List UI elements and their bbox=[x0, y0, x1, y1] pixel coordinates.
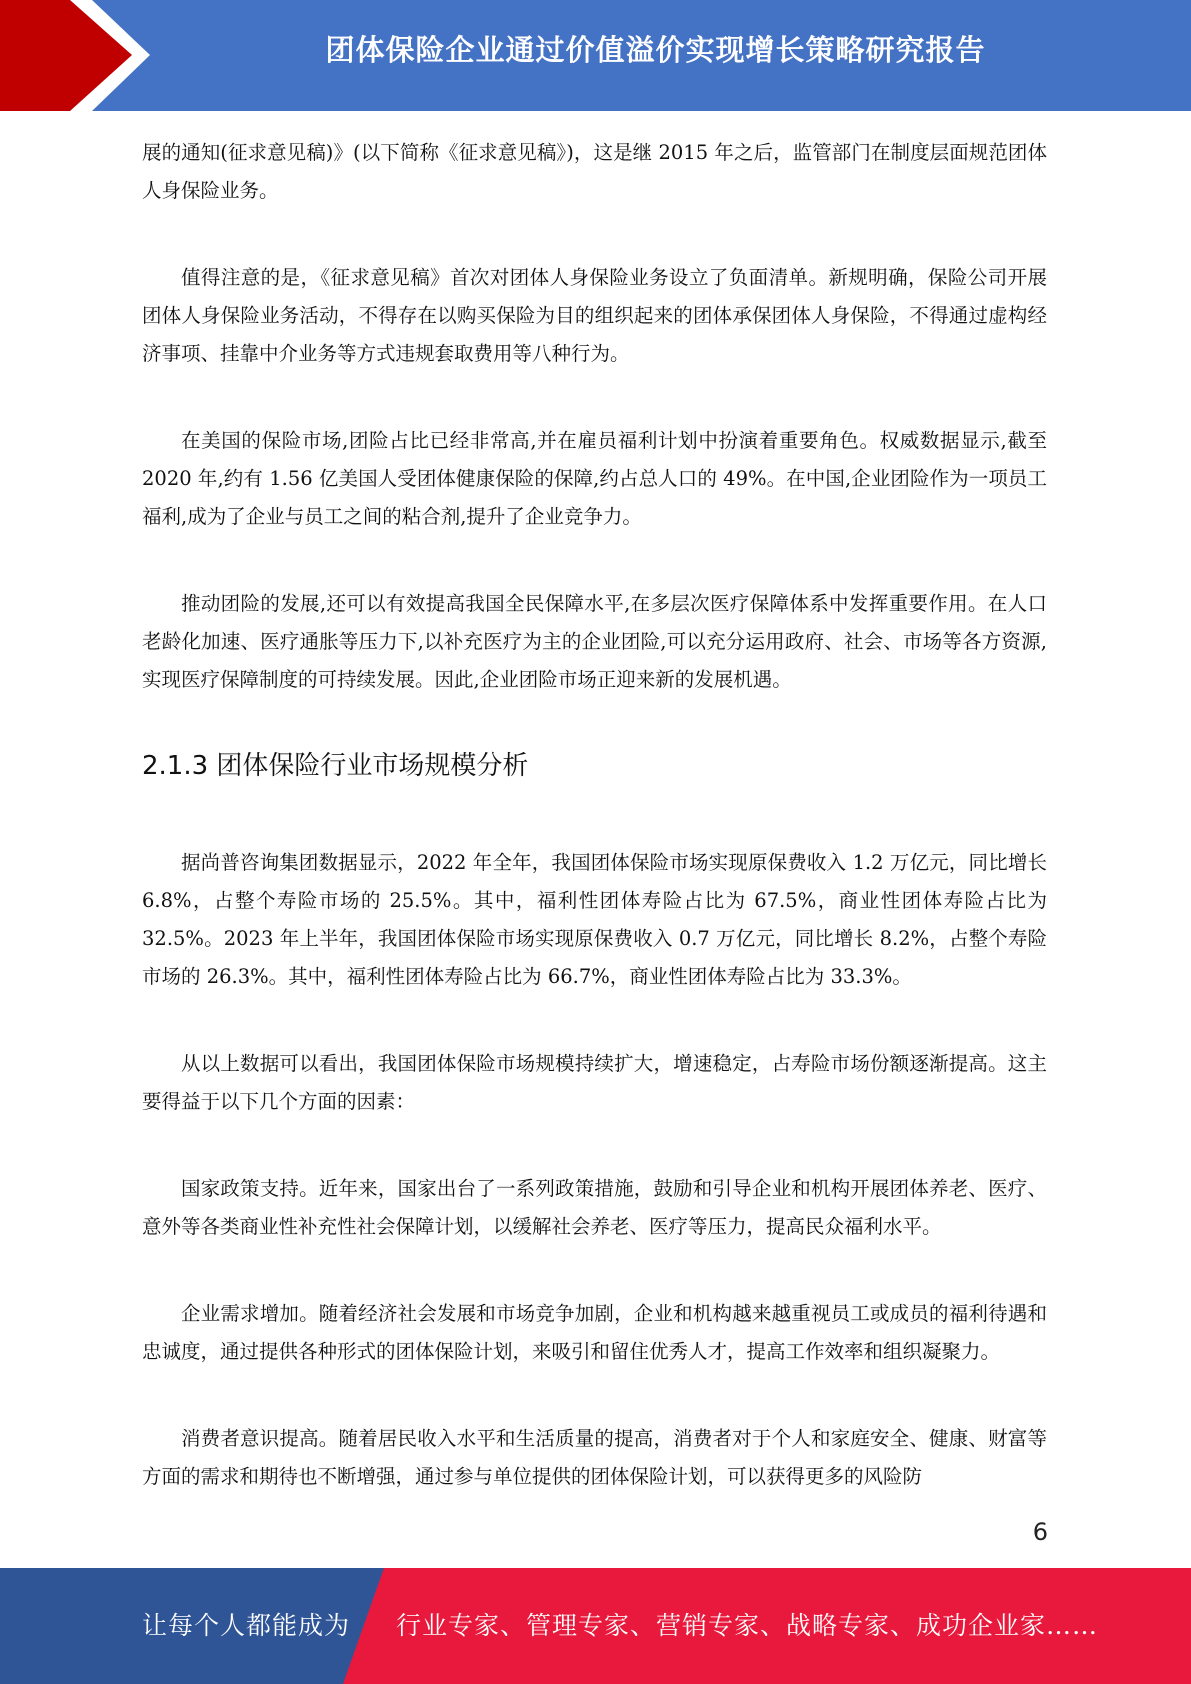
paragraph: 企业需求增加。随着经济社会发展和市场竞争加剧，企业和机构越来越重视员工或成员的福利待遇和忠诚度，通过提供各种形式的团体保险计划，来吸引和留住优秀人才，提高工作效率和组织凝聚力。 bbox=[142, 1302, 1047, 1363]
footer-slogan-right: 行业专家、管理专家、营销专家、战略专家、成功企业家…… bbox=[396, 1611, 1099, 1640]
paragraph: 值得注意的是，《征求意见稿》首次对团体人身保险业务设立了负面清单。新规明确，保险公司开展团体人身保险业务活动，不得存在以购买保险为目的组织起来的团体承保团体人身保险，不得通过虚构经济事项、挂靠中介业务等方式违规套取费用等八种行为。 bbox=[142, 266, 1047, 365]
page-header bbox=[0, 0, 1191, 111]
paragraph: 消费者意识提高。随着居民收入水平和生活质量的提高，消费者对于个人和家庭安全、健康、财富等方面的需求和期待也不断增强，通过参与单位提供的团体保险计划，可以获得更多的风险防 bbox=[142, 1427, 1047, 1488]
page-footer bbox=[0, 1568, 1191, 1684]
paragraph: 在美国的保险市场,团险占比已经非常高,并在雇员福利计划中扮演着重要角色。权威数据显示,截至 2020 年,约有 1.56 亿美国人受团体健康保险的保障,约占总人口的 49%。在中国,企业团险作为一项员工福利,成为了企业与员工之间的粘合剂,提升了企业竞争力。 bbox=[142, 429, 1047, 528]
paragraph: 据尚普咨询集团数据显示，2022 年全年，我国团体保险市场实现原保费收入 1.2 万亿元，同比增长 6.8%，占整个寿险市场的 25.5%。其中，福利性团体寿险占比为 67.5%，商业性团体寿险占比为 32.5%。2023 年上半年，我国团体保险市场实现原保费收入 0.7 万亿元，同比增长 8.2%，占整个寿险市场的 26.3%。其中，福利性团体寿险占比为 66.7%，商业性团体寿险占比为 33.3%。 bbox=[142, 851, 1047, 988]
paragraph: 推动团险的发展,还可以有效提高我国全民保障水平,在多层次医疗保障体系中发挥重要作用。在人口老龄化加速、医疗通胀等压力下,以补充医疗为主的企业团险,可以充分运用政府、社会、市场等各方资源,实现医疗保障制度的可持续发展。因此,企业团险市场正迎来新的发展机遇。 bbox=[142, 592, 1047, 691]
section-heading: 2.1.3 团体保险行业市场规模分析 bbox=[142, 751, 529, 781]
paragraph-continued: 展的通知(征求意见稿)》(以下简称《征求意见稿》)，这是继 2015 年之后，监管部门在制度层面规范团体人身保险业务。 bbox=[142, 141, 1047, 202]
page-number: 6 bbox=[1032, 1518, 1048, 1546]
paragraph: 国家政策支持。近年来，国家出台了一系列政策措施，鼓励和引导企业和机构开展团体养老、医疗、意外等各类商业性补充性社会保障计划，以缓解社会养老、医疗等压力，提高民众福利水平。 bbox=[142, 1177, 1047, 1238]
page-content bbox=[142, 134, 1047, 1545]
header-title: 团体保险企业通过价值溢价实现增长策略研究报告 bbox=[325, 33, 986, 67]
paragraph: 从以上数据可以看出，我国团体保险市场规模持续扩大，增速稳定，占寿险市场份额逐渐提高。这主要得益于以下几个方面的因素： bbox=[142, 1052, 1047, 1113]
footer-slogan-left: 让每个人都能成为 bbox=[142, 1611, 351, 1640]
